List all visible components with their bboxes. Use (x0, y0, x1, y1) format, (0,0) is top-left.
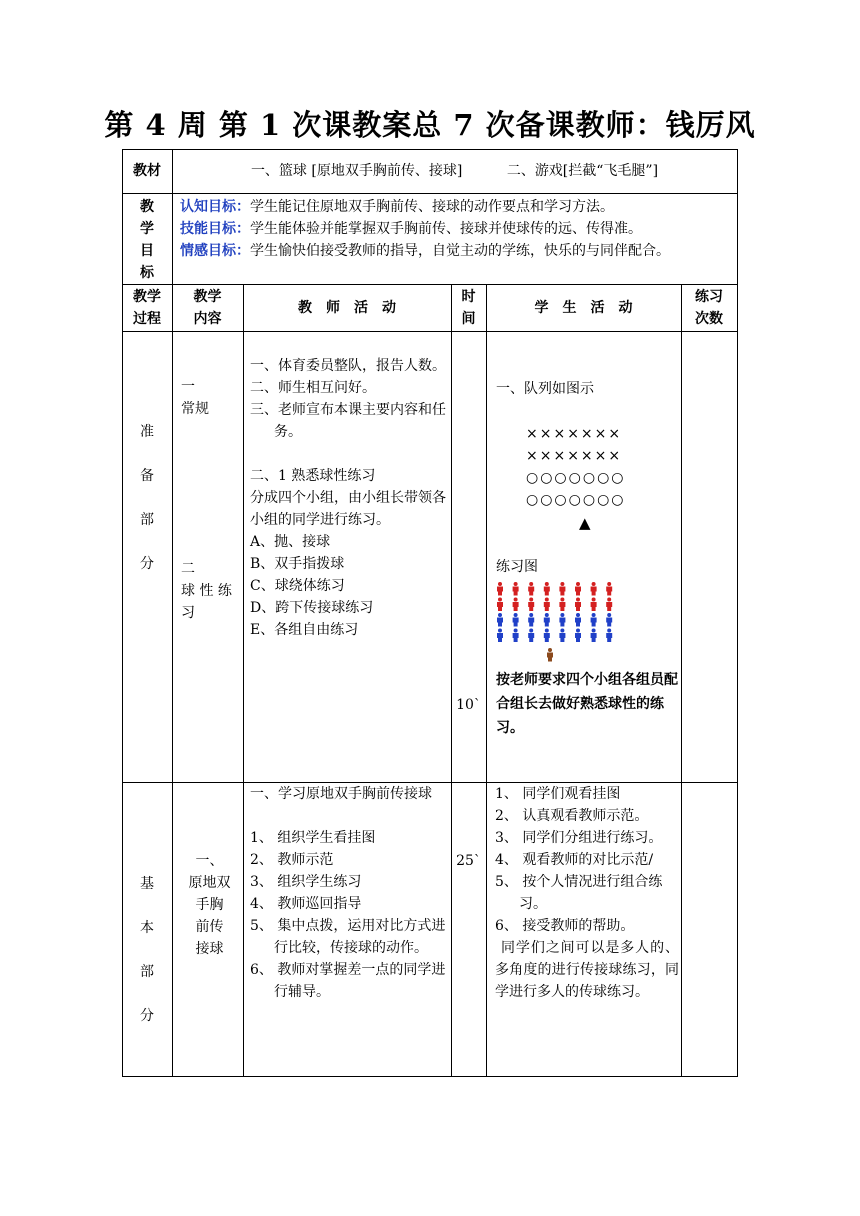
teacher-item: A、抛、接球 (250, 534, 331, 550)
table-line (451, 284, 452, 1076)
student-figure-icon (513, 598, 519, 612)
student-step: 3、 同学们分组进行练习。 (495, 830, 663, 846)
student-figure-icon (591, 613, 597, 627)
material-content: 一、篮球 [原地双手胸前传、接球] 二、游戏[拦截“飞毛腿”] (250, 163, 659, 179)
header-process: 教学 过程 (133, 289, 161, 327)
student-figure-icon (606, 582, 612, 596)
student-step: 2、 认真观看教师示范。 (495, 808, 649, 824)
material-label: 教材 (133, 163, 161, 179)
student-figure-icon (528, 582, 534, 596)
teacher-step: 2、 教师示范 (250, 852, 334, 868)
section1-student-text: 按老师要求四个小组各组员配合组长去做好熟悉球性的练习。 (496, 672, 678, 736)
practice-diagram (494, 582, 618, 666)
formation-diagram (526, 423, 676, 511)
teacher-item: E、各组自由练习 (250, 622, 359, 638)
student-figure-icon (513, 582, 519, 596)
student-figure-icon (575, 613, 581, 627)
student-figure-icon (497, 598, 503, 612)
student-figure-icon (575, 598, 581, 612)
section1-process: 准 备 部 分 (140, 424, 154, 572)
goal-emotion: 情感目标：学生愉快伯接受教师的指导，自觉主动的学练，快乐的与同伴配合。 (180, 243, 670, 259)
teacher-step: 1、 组织学生看挂图 (250, 830, 376, 846)
section1-teacher (250, 355, 448, 641)
student-figure-icon (513, 613, 519, 627)
student-figure-icon (513, 629, 519, 643)
teacher-sub-title: 二、1 熟悉球性练习 (250, 468, 376, 484)
formation-row: ××××××× (526, 448, 623, 464)
table-border-right (737, 149, 738, 1076)
section2-teacher (250, 783, 448, 1003)
student-figure-icon (497, 629, 503, 643)
section2-student (495, 783, 679, 1003)
formation-row: ××××××× (526, 426, 623, 442)
header-content: 教学 内容 (193, 289, 222, 327)
student-figure-icon (575, 582, 581, 596)
header-reps: 练习 次数 (695, 289, 723, 327)
section1-content-routine: 一 常规 (181, 379, 209, 417)
student-figure-icon (544, 582, 550, 596)
student-figure-icon (591, 629, 597, 643)
student-figure-icon (606, 598, 612, 612)
table-line (243, 284, 244, 1076)
teacher-item: D、跨下传接球练习 (250, 600, 374, 616)
section1-student-title: 一、队列如图示 (496, 381, 594, 397)
table-line (681, 284, 682, 1076)
table-line (122, 284, 738, 285)
header-teacher: 教 师 活 动 (298, 300, 396, 316)
formation-row: ○○○○○○○ (526, 470, 626, 486)
teacher-step: 6、 教师对掌握差一点的同学进行辅导。 (250, 962, 446, 1000)
student-paragraph: 同学们之间可以是多人的、多角度的进行传接球练习，同学进行多人的传球练习。 (495, 940, 679, 1000)
teacher-intro: 一、学习原地双手胸前传接球 (250, 786, 432, 802)
student-step: 6、 接受教师的帮助。 (495, 918, 635, 934)
teacher-step: 5、 集中点拨，运用对比方式进行比较，传接球的动作。 (250, 918, 446, 956)
teacher-line: 三、老师宣布本课主要内容和任务。 (250, 402, 446, 440)
teacher-step: 3、 组织学生练习 (250, 874, 362, 890)
header-student: 学 生 活 动 (534, 300, 633, 316)
student-figure-icon (528, 629, 534, 643)
goal-cognitive: 认知目标：学生能记住原地双手胸前传、接球的动作要点和学习方法。 (180, 199, 614, 215)
teacher-triangle-icon: ▲ (579, 514, 591, 532)
student-figure-icon (528, 598, 534, 612)
student-figure-icon (528, 613, 534, 627)
student-figure-icon (547, 648, 553, 662)
student-figure-icon (575, 629, 581, 643)
student-figure-icon (559, 598, 565, 612)
student-figure-icon (606, 613, 612, 627)
teacher-sub-text: 分成四个小组，由小组长带领各小组的同学进行练习。 (250, 490, 446, 528)
formation-row: ○○○○○○○ (526, 492, 626, 508)
student-step: 5、 按个人情况进行组合练习。 (495, 874, 663, 912)
teacher-line: 二、师生相互问好。 (250, 380, 376, 396)
goals-label: 教 学 目 标 (140, 199, 154, 281)
student-figure-icon (559, 613, 565, 627)
student-figure-icon (544, 613, 550, 627)
section1-content-ball: 二 球 性 练 习 (181, 561, 232, 621)
practice-label: 练习图 (496, 559, 538, 575)
student-figure-icon (497, 613, 503, 627)
goal-skill: 技能目标：学生能体验并能掌握双手胸前传、接球并使球传的远、传得准。 (180, 221, 642, 237)
table-border-bottom (122, 1076, 738, 1077)
student-figure-icon (591, 582, 597, 596)
student-figure-icon (559, 629, 565, 643)
section2-time: 25` (456, 853, 481, 869)
section2-process: 基 本 部 分 (140, 876, 154, 1024)
table-line (486, 284, 487, 1076)
teacher-step: 4、 教师巡回指导 (250, 896, 362, 912)
student-figure-icon (544, 629, 550, 643)
section2-content: 一、 原地双 手胸 前传 接球 (188, 853, 231, 957)
table-line (122, 193, 738, 194)
student-figure-icon (591, 598, 597, 612)
table-line (122, 331, 738, 332)
page-title: 第 4 周 第 1 次课教案总 7 次备课教师：钱厉风 (104, 108, 756, 142)
teacher-line: 一、体育委员整队，报告人数。 (250, 358, 446, 374)
section1-time: 10` (456, 697, 481, 713)
teacher-item: C、球绕体练习 (250, 578, 345, 594)
student-figure-icon (559, 582, 565, 596)
goals-list (180, 196, 735, 262)
teacher-item: B、双手指拨球 (250, 556, 345, 572)
student-figure-icon (544, 598, 550, 612)
student-figure-icon (497, 582, 503, 596)
table-border-top (122, 149, 738, 150)
student-step: 4、 观看教师的对比示范/ (495, 852, 654, 868)
student-figure-icon (606, 629, 612, 643)
student-step: 1、 同学们观看挂图 (495, 786, 621, 802)
header-time: 时 间 (461, 289, 476, 327)
